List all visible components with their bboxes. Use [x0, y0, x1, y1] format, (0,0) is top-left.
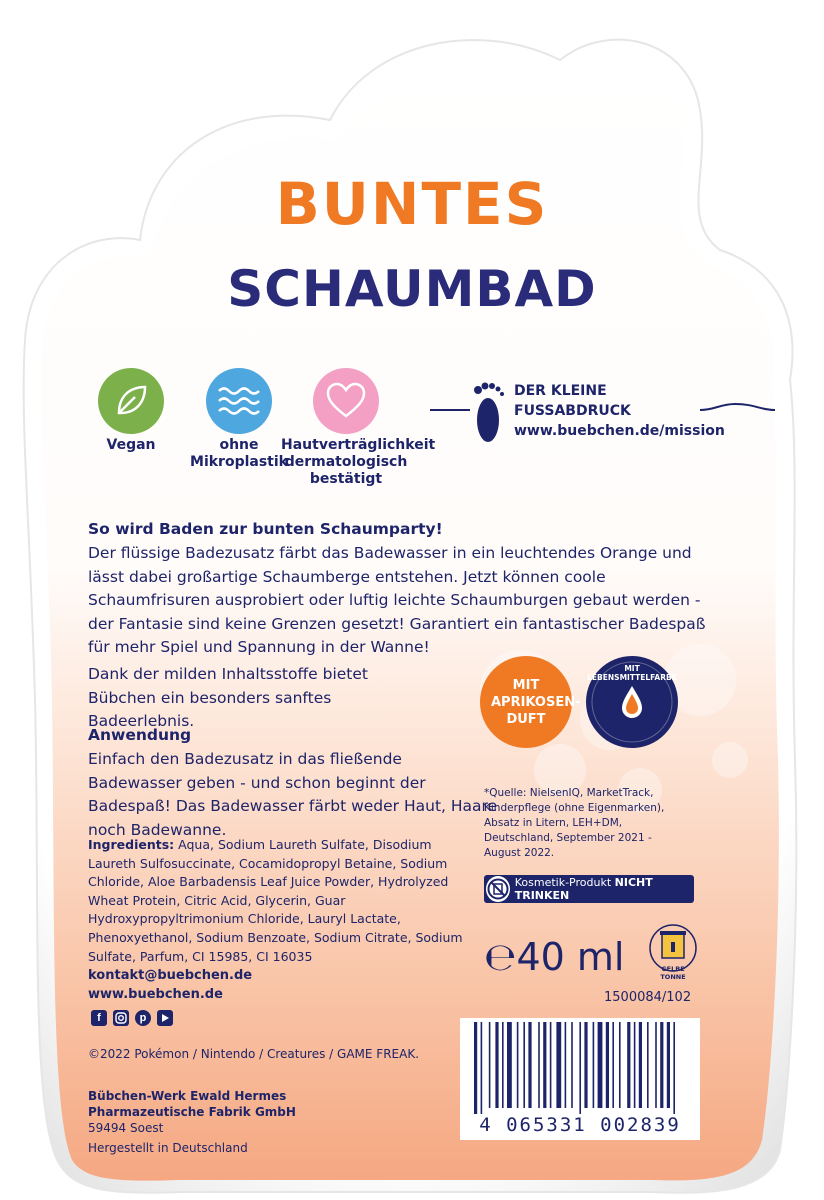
- warning-strong: NICHT TRINKEN: [514, 876, 653, 902]
- apricot-seal-text: MIT APRIKOSEN-DUFT: [491, 677, 581, 727]
- barcode-bar: [489, 1022, 491, 1108]
- no-drink-icon: [486, 876, 510, 902]
- barcode: [460, 1018, 700, 1140]
- article-number: 1500084/102: [604, 990, 692, 1005]
- barcode-bar: [598, 1022, 603, 1108]
- barcode-bar: [523, 1022, 525, 1108]
- contact-web[interactable]: www.buebchen.de: [88, 987, 223, 1002]
- intro-heading: So wird Baden zur bunten Schaumparty!: [88, 520, 443, 538]
- food-color-seal: [586, 656, 678, 748]
- barcode-bar: [655, 1022, 657, 1108]
- barcode-bar: [538, 1022, 540, 1108]
- leaf-icon: [98, 368, 164, 434]
- barcode-bar: [474, 1022, 477, 1114]
- social-icons: [91, 1010, 173, 1026]
- barcode-bar: [543, 1022, 546, 1108]
- ingredients: [88, 836, 463, 966]
- barcode-bar: [647, 1022, 649, 1108]
- barcode-bar: [634, 1022, 636, 1108]
- barcode-bar: [579, 1022, 581, 1114]
- barcode-bar: [673, 1022, 675, 1114]
- contact-email[interactable]: kontakt@buebchen.de: [88, 968, 253, 983]
- barcode-bar: [593, 1022, 595, 1108]
- footprint-line1: DER KLEINE: [514, 383, 607, 399]
- barcode-bar: [571, 1022, 573, 1108]
- badge-vegan: [98, 368, 164, 434]
- footprint-icon: [470, 380, 506, 455]
- barcode-bar: [606, 1022, 609, 1108]
- barcode-bar: [528, 1022, 531, 1108]
- apricot-seal: [480, 656, 581, 748]
- badge-skin: [313, 368, 379, 434]
- manufacturer-line2: Pharmazeutische Fabrik GmbH: [88, 1105, 296, 1119]
- usage-heading: Anwendung: [88, 726, 192, 744]
- badge-microplastic: [206, 368, 272, 434]
- barcode-bar: [507, 1022, 512, 1108]
- footprint-line2: FUSSABDRUCK: [514, 403, 631, 419]
- manufacturer-line3: 59494 Soest: [88, 1121, 164, 1135]
- manufacturer-line1: Bübchen-Werk Ewald Hermes: [88, 1089, 287, 1103]
- warning-text: [515, 876, 694, 902]
- ingredients-label: Ingredients:: [88, 837, 175, 852]
- food-color-seal-text: MIT LEBENSMITTELFARBE: [587, 664, 677, 682]
- warning-banner: [484, 875, 694, 903]
- instagram-icon[interactable]: [113, 1010, 129, 1026]
- barcode-bar: [550, 1022, 552, 1108]
- barcode-bar: [556, 1022, 561, 1108]
- barcode-bar: [584, 1022, 587, 1108]
- badge-vegan-label: Vegan: [106, 437, 156, 453]
- made-in: Hergestellt in Deutschland: [88, 1141, 248, 1155]
- copyright: ©2022 Pokémon / Nintendo / Creatures / GAME FREAK.: [88, 1047, 420, 1061]
- usage-text: Einfach den Badezusatz in das fließende Badewasser geben - und schon beginnt der Badespaß! Das Badewasser färbt weder Haut, Haare noch Badewanne.: [88, 750, 498, 839]
- ingredients-text: Aqua, Sodium Laureth Sulfate, Disodium Laureth Sulfosuccinate, Cocamidopropyl Betaine, Sodium Chloride, Aloe Barbadensis Leaf Juice Powder, Hydrolyzed Wheat Protein, Citric Acid, Glycerin, Guar Hydroxypropyltrimonium Chloride, Lauryl Lactate, Phenoxyethanol, Sodium Benzoate, Sodium Citrate, Sodium Sulfate, Parfum, CI 15985, CI 16035: [88, 837, 463, 964]
- barcode-bar: [612, 1022, 614, 1108]
- barcode-bar: [517, 1022, 519, 1108]
- volume: [484, 935, 625, 979]
- barcode-digits: 4 065331 002839: [479, 1114, 681, 1136]
- product-title-line1: BUNTES: [275, 170, 549, 238]
- badge-microplastic-label: ohne Mikroplastik: [190, 437, 288, 470]
- intro-paragraph: Der flüssige Badezusatz färbt das Badewasser in ein leuchtendes Orange und lässt dabei großartige Schaumberge entstehen. Jetzt können coole Schaumfrisuren ausprobiert oder luftig leichte Schaumburgen gebaut werden - der Fantasie sind keine Grenzen gesetzt! Garantiert ein fantastischer Badespaß für mehr Spiel und Spannung in der Wanne!: [88, 544, 706, 656]
- barcode-bar: [667, 1022, 670, 1108]
- barcode-bar: [565, 1022, 567, 1108]
- facebook-icon[interactable]: f: [91, 1010, 107, 1026]
- barcode-bar: [627, 1022, 630, 1108]
- pinterest-icon[interactable]: p: [135, 1010, 151, 1026]
- badge-skin-label: Hautverträglichkeit dermatologisch bestätigt: [281, 437, 436, 487]
- barcode-bar: [502, 1022, 504, 1108]
- warning-label: Kosmetik-Produkt: [514, 876, 612, 889]
- footprint-url[interactable]: www.buebchen.de/mission: [514, 423, 725, 439]
- barcode-bars: [460, 1018, 700, 1118]
- waves-icon: [206, 368, 272, 434]
- barcode-bar: [619, 1022, 621, 1108]
- product-title-line2: SCHAUMBAD: [227, 260, 597, 318]
- barcode-bar: [660, 1022, 663, 1108]
- heart-icon: [313, 368, 379, 434]
- yellow-bin-label: GELBE TONNE: [660, 965, 686, 981]
- barcode-bar: [639, 1022, 642, 1108]
- barcode-bar: [481, 1022, 483, 1114]
- youtube-icon[interactable]: [157, 1010, 173, 1026]
- intro-mild: Dank der milden Inhaltsstoffe bietet Bübchen ein besonders sanftes Badeerlebnis.: [88, 665, 368, 730]
- source-note: *Quelle: NielsenIQ, MarketTrack, Kinderpflege (ohne Eigenmarken), Absatz in Litern, LEH+DM, Deutschland, September 2021 - August 2022.: [484, 787, 665, 859]
- estimated-sign: ℮: [484, 935, 517, 979]
- barcode-bar: [495, 1022, 498, 1108]
- volume-value: 40 ml: [516, 935, 625, 979]
